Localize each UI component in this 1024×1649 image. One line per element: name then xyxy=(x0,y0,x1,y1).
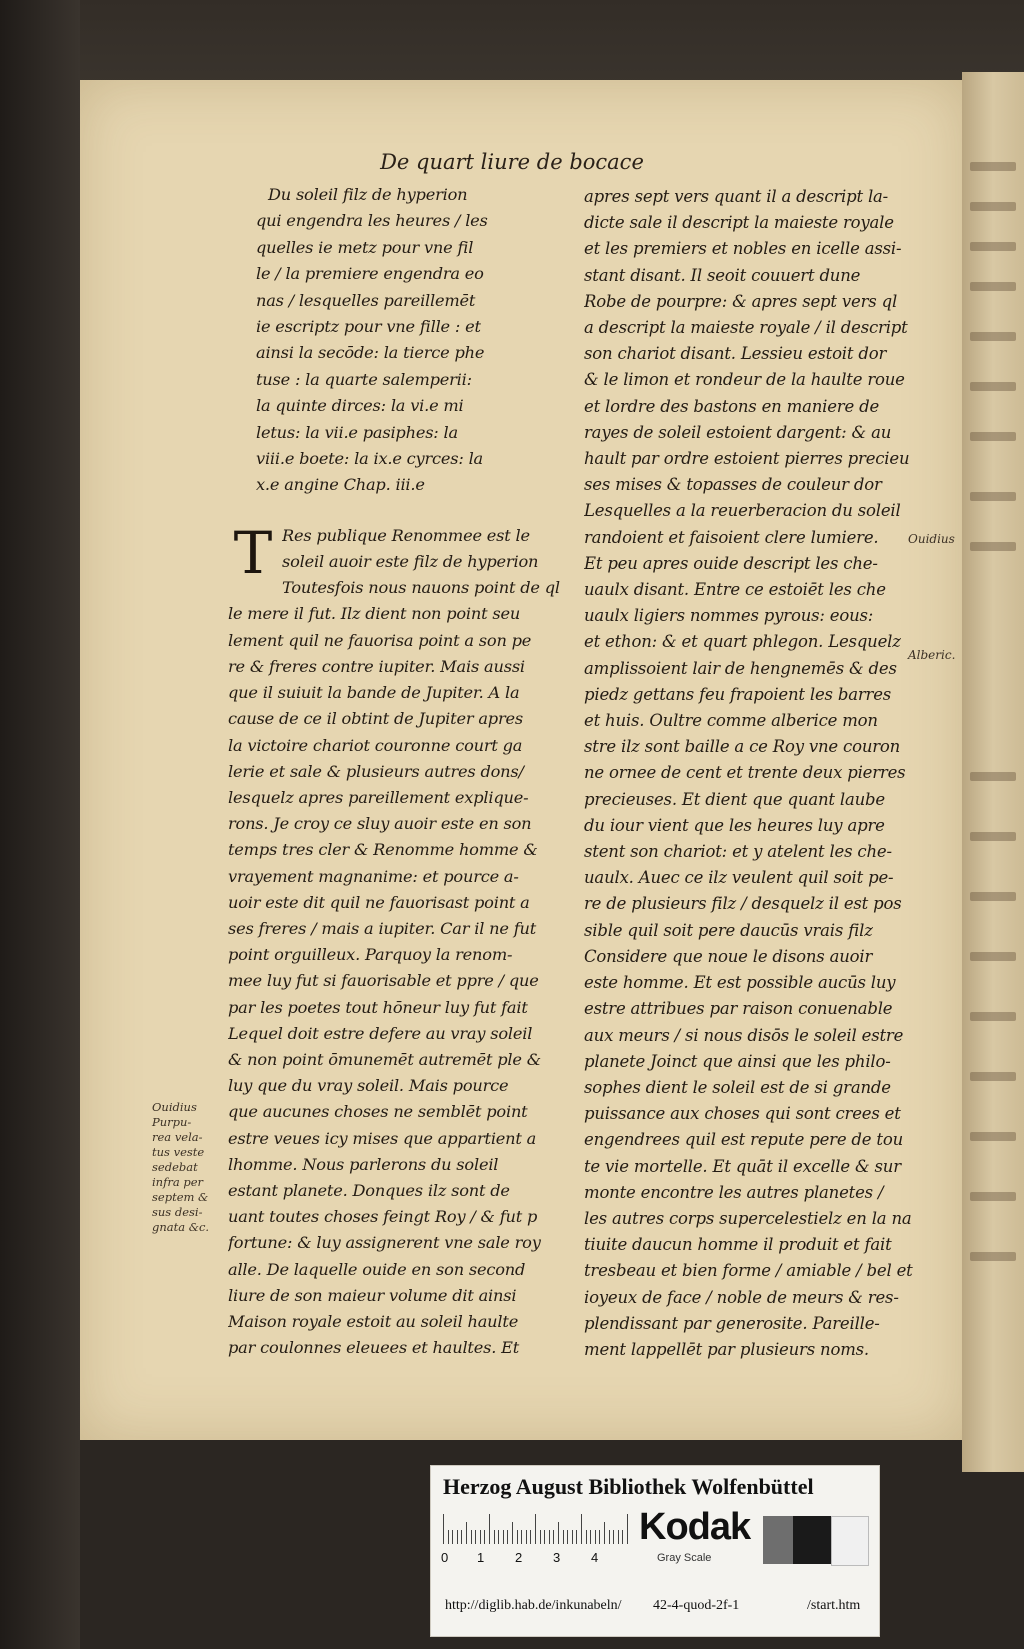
ruler-tick xyxy=(517,1530,518,1544)
white-swatch xyxy=(831,1516,869,1566)
text-line: Maison royale estoit au soleil haulte xyxy=(228,1311,519,1331)
text-line: randoient et faisoient clere lumiere. xyxy=(584,527,879,547)
ruler-number: 0 xyxy=(441,1550,449,1565)
text-line: estant planete. Donques ilz sont de xyxy=(228,1180,510,1200)
ruler-tick xyxy=(622,1530,623,1544)
text-line: que il suiuit la bande de Jupiter. A la xyxy=(228,683,520,703)
left-column-body xyxy=(228,518,568,1362)
text-line: Res publique Renommee est le xyxy=(282,525,530,545)
text-line: ainsi la secōde: la tierce phe xyxy=(256,343,485,363)
text-line: par les poetes tout hōneur luy fut fait xyxy=(228,997,528,1017)
ruler-tick xyxy=(590,1530,591,1544)
text-line: sedebat xyxy=(152,1160,198,1174)
ruler-number: 2 xyxy=(515,1550,523,1565)
ruler-tick xyxy=(544,1530,545,1544)
ruler-tick xyxy=(448,1530,449,1544)
text-line: & le limon et rondeur de la haulte roue xyxy=(584,370,905,390)
text-line: uant toutes choses feingt Roy / & fut p xyxy=(228,1207,538,1227)
color-target-card xyxy=(430,1465,880,1637)
text-line: mee luy fut si fauorisable et ppre / que xyxy=(228,971,539,991)
text-line: Lequel doit estre defere au vray soleil xyxy=(228,1023,533,1043)
ruler-tick xyxy=(475,1530,476,1544)
text-line: les autres corps supercelestielz en la na xyxy=(584,1208,912,1228)
ruler-scale xyxy=(443,1514,629,1544)
text-line: fortune: & luy assignerent vne sale roy xyxy=(228,1233,541,1253)
ruler-number: 4 xyxy=(591,1550,599,1565)
black-swatch xyxy=(793,1516,831,1564)
ruler-tick xyxy=(530,1530,531,1544)
text-line: que aucunes choses ne semblēt point xyxy=(228,1102,528,1122)
text-line: lesquelz apres pareillement explique- xyxy=(228,787,529,807)
text-line: Et peu apres ouide descript les che- xyxy=(584,553,878,573)
ruler-tick xyxy=(452,1530,453,1544)
text-line: du iour vient que les heures luy apre xyxy=(584,815,885,835)
text-line: tresbeau et bien forme / amiable / bel et xyxy=(584,1261,913,1281)
gray-swatch xyxy=(763,1516,793,1564)
text-line: point orguilleux. Parquoy la renom- xyxy=(228,945,513,965)
ruler-tick xyxy=(586,1530,587,1544)
ruler-tick xyxy=(549,1530,550,1544)
text-line: et les premiers et nobles en icelle assi- xyxy=(584,239,902,259)
ruler-tick xyxy=(604,1522,605,1544)
ruler-tick xyxy=(507,1530,508,1544)
margin-note-ovid-right: Ouidius xyxy=(908,532,955,546)
ruler-tick xyxy=(613,1530,614,1544)
ruler-tick xyxy=(581,1514,582,1544)
ruler-tick xyxy=(576,1530,577,1544)
text-line: re & freres contre iupiter. Mais aussi xyxy=(228,656,525,676)
text-line: ne ornee de cent et trente deux pierres xyxy=(584,763,906,783)
ruler-tick xyxy=(595,1530,596,1544)
ruler-tick xyxy=(563,1530,564,1544)
ruler-number: 1 xyxy=(477,1550,485,1565)
text-line: x.e angine Chap. iii.e xyxy=(256,475,425,495)
running-head: De quart liure de bocace xyxy=(380,150,644,174)
text-line: stent son chariot: et y atelent les che- xyxy=(584,842,892,862)
text-line: este homme. Et est possible aucūs luy xyxy=(584,973,896,993)
text-line: lerie et sale & plusieurs autres dons/ xyxy=(228,761,524,781)
ruler-tick xyxy=(461,1530,462,1544)
text-line: ie escriptz pour vne fille : et xyxy=(256,317,481,337)
text-line: stre ilz sont baille a ce Roy vne couron xyxy=(584,737,901,757)
text-line: Du soleil filz de hyperion xyxy=(268,185,468,204)
text-line: uaulx ligiers nommes pyrous: eous: xyxy=(584,606,874,626)
text-line: re de plusieurs filz / desquelz il est pos xyxy=(584,894,902,914)
text-line: lement quil ne fauorisa point a son pe xyxy=(228,630,532,650)
text-line: et huis. Oultre comme alberice mon xyxy=(584,711,878,731)
ruler-tick xyxy=(484,1530,485,1544)
text-line: la victoire chariot couronne court ga xyxy=(228,735,523,755)
ruler-tick xyxy=(618,1530,619,1544)
text-line: vrayement magnanime: et pource a- xyxy=(228,866,519,886)
ruler-tick xyxy=(457,1530,458,1544)
text-line: ses mises & topasses de couleur dor xyxy=(584,475,882,495)
ruler-tick xyxy=(494,1530,495,1544)
ruler-tick xyxy=(572,1530,573,1544)
text-line: a descript la maieste royale / il descript xyxy=(584,318,908,338)
ruler-tick xyxy=(512,1522,513,1544)
text-line: cause de ce il obtint de Jupiter apres xyxy=(228,709,523,729)
text-line: rayes de soleil estoient dargent: & au xyxy=(584,422,892,442)
text-line: Robe de pourpre: & apres sept vers ql xyxy=(584,291,898,311)
text-line: planete Joinct que ainsi que les philo- xyxy=(584,1051,891,1071)
ruler-tick xyxy=(609,1530,610,1544)
text-line: precieuses. Et dient que quant laube xyxy=(584,789,885,809)
decorated-initial: T xyxy=(233,518,273,587)
text-line: sus desi- xyxy=(152,1205,203,1219)
ruler-tick xyxy=(526,1530,527,1544)
text-line: tuse : la quarte salemperii: xyxy=(256,369,472,389)
ruler-tick xyxy=(480,1530,481,1544)
text-line: monte encontre les autres planetes / xyxy=(584,1182,884,1202)
ruler-tick xyxy=(558,1522,559,1544)
text-line: rons. Je croy ce sluy auoir este en son xyxy=(228,814,532,834)
left-column xyxy=(228,182,568,1361)
text-line: et ethon: & et quart phlegon. Lesquelz xyxy=(584,632,901,652)
right-column xyxy=(584,184,914,1363)
ruler-tick xyxy=(553,1530,554,1544)
chapter-rubric xyxy=(228,182,568,499)
text-line: plendissant par generosite. Pareille- xyxy=(584,1313,880,1333)
ruler-tick xyxy=(466,1522,467,1544)
text-line: amplissoient lair de hengnemēs & des xyxy=(584,658,897,678)
text-line: soleil auoir este filz de hyperion xyxy=(282,552,539,572)
ruler-tick xyxy=(443,1514,444,1544)
text-line: infra per xyxy=(152,1175,204,1189)
text-line: piedz gettans feu frapoient les barres xyxy=(584,684,892,704)
text-line: quelles ie metz pour vne fil xyxy=(256,237,474,257)
text-line: te vie mortelle. Et quāt il excelle & sur xyxy=(584,1156,901,1176)
text-line: gnata &c. xyxy=(152,1220,210,1234)
text-line: alle. De laquelle ouide en son second xyxy=(228,1259,526,1279)
ruler-tick xyxy=(498,1530,499,1544)
text-line: ment lappellēt par plusieurs noms. xyxy=(584,1339,869,1359)
text-line: puissance aux choses qui sont crees et xyxy=(584,1104,901,1124)
text-line: & non point ōmunemēt autremēt ple & xyxy=(228,1049,541,1069)
text-line: qui engendra les heures / les xyxy=(256,211,488,231)
ruler-tick xyxy=(540,1530,541,1544)
text-line: luy que du vray soleil. Mais pource xyxy=(228,1076,509,1096)
text-line: dicte sale il descript la maieste royale xyxy=(584,213,894,233)
text-line: liure de son maieur volume dit ainsi xyxy=(228,1285,517,1305)
text-line: Considere que noue le disons auoir xyxy=(584,946,873,966)
background-left-edge xyxy=(0,0,80,1649)
start-page-label: /start.htm xyxy=(807,1598,861,1613)
text-line: ses freres / mais a iupiter. Car il ne fut xyxy=(228,918,537,938)
kodak-logo: Kodak xyxy=(639,1506,751,1548)
text-line: Purpu- xyxy=(152,1115,192,1129)
text-line: viii.e boete: la ix.e cyrces: la xyxy=(256,449,483,469)
gray-scale-label: Gray Scale xyxy=(657,1552,712,1564)
ruler-tick xyxy=(521,1530,522,1544)
margin-note-ovid xyxy=(152,1100,226,1235)
text-line: le / la premiere engendra eo xyxy=(256,264,484,284)
text-line: ioyeux de face / noble de meurs & res- xyxy=(584,1287,899,1307)
text-line: sophes dient le soleil est de si grande xyxy=(584,1077,891,1097)
text-line: engendrees quil est repute pere de tou xyxy=(584,1130,904,1150)
ruler-tick xyxy=(599,1530,600,1544)
text-line: apres sept vers quant il a descript la- xyxy=(584,187,889,206)
text-line: septem & xyxy=(152,1190,209,1204)
text-line: le mere il fut. Ilz dient non point seu xyxy=(228,604,521,624)
text-line: nas / lesquelles pareillemēt xyxy=(256,290,476,310)
facing-page-edge xyxy=(962,72,1024,1472)
ruler-tick xyxy=(471,1530,472,1544)
ruler-tick xyxy=(535,1514,536,1544)
text-line: estre attribues par raison conuenable xyxy=(584,999,893,1019)
ruler-tick xyxy=(567,1530,568,1544)
ruler-tick xyxy=(503,1530,504,1544)
text-line: Ouidius xyxy=(152,1100,197,1114)
text-line: Lesquelles a la reuerberacion du soleil xyxy=(584,501,901,521)
text-line: sible quil soit pere daucūs vrais filz xyxy=(584,920,873,940)
text-line: tus veste xyxy=(152,1145,205,1159)
ruler-number: 3 xyxy=(553,1550,561,1565)
library-name: Herzog August Bibliothek Wolfenbüttel xyxy=(443,1474,814,1499)
text-line: letus: la vii.e pasiphes: la xyxy=(256,422,458,442)
ruler-tick xyxy=(489,1514,490,1544)
text-line: uaulx. Auec ce ilz veulent quil soit pe- xyxy=(584,868,894,888)
text-line: son chariot disant. Lessieu estoit dor xyxy=(584,344,887,364)
text-line: temps tres cler & Renomme homme & xyxy=(228,840,538,860)
margin-note-albericus: Alberic. xyxy=(908,648,956,662)
url-label: http://diglib.hab.de/inkunabeln/ xyxy=(445,1598,622,1613)
text-line: rea vela- xyxy=(152,1130,203,1144)
text-line: et lordre des bastons en maniere de xyxy=(584,396,880,416)
text-line: uoir este dit quil ne fauorisast point a xyxy=(228,892,530,912)
ruler-tick xyxy=(627,1514,628,1544)
text-line: lhomme. Nous parlerons du soleil xyxy=(228,1154,499,1174)
text-line: par coulonnes eleuees et haultes. Et xyxy=(228,1338,520,1358)
text-line: hault par ordre estoient pierres precieu xyxy=(584,449,910,469)
text-line: aux meurs / si nous disōs le soleil estre xyxy=(584,1025,904,1045)
text-line: estre veues icy mises que appartient a xyxy=(228,1128,537,1148)
text-line: uaulx disant. Entre ce estoiēt les che xyxy=(584,580,886,600)
text-line: la quinte dirces: la vi.e mi xyxy=(256,396,464,416)
shelfmark-label: 42-4-quod-2f-1 xyxy=(653,1598,740,1613)
text-line: tiuite daucun homme il produit et fait xyxy=(584,1235,892,1255)
text-line: Toutesfois nous nauons point de ql xyxy=(282,578,560,598)
text-line: stant disant. Il seoit couuert dune xyxy=(584,265,861,285)
